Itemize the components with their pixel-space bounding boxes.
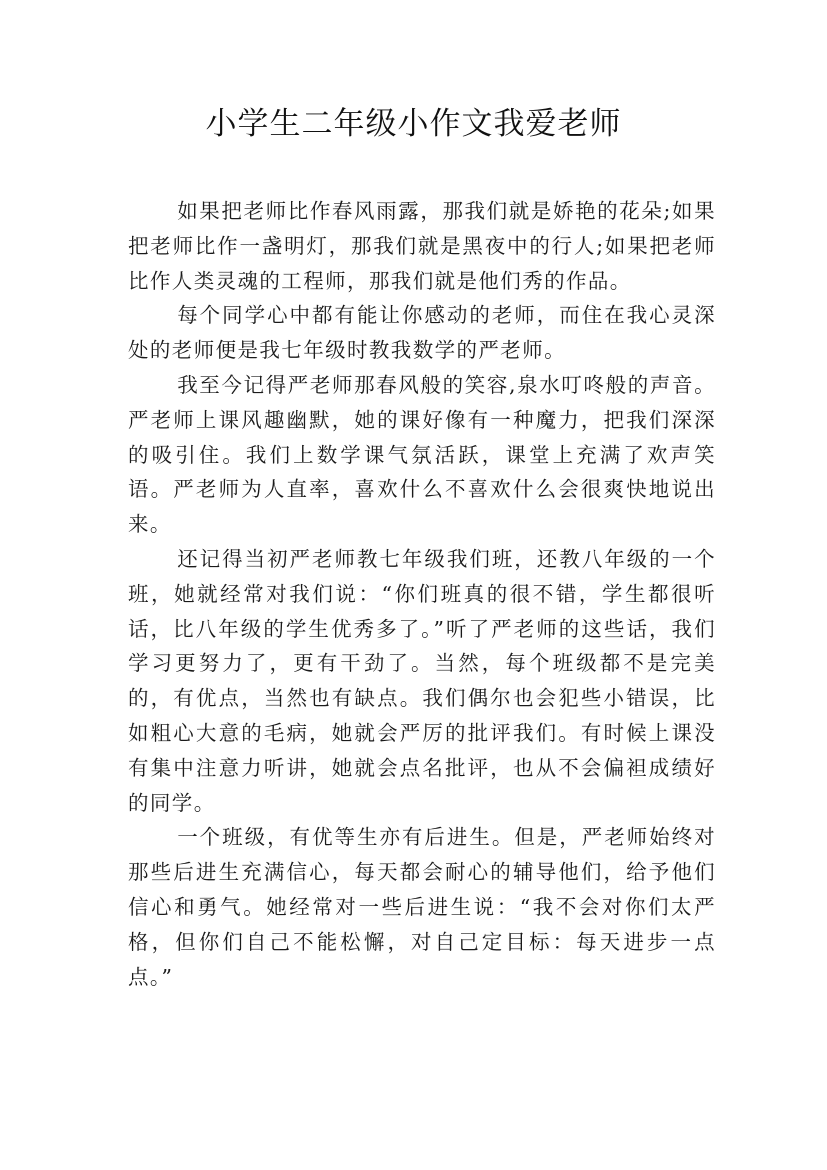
paragraph-5: 一个班级，有优等生亦有后进生。但是，严老师始终对那些后进生充满信心，每天都会耐心的辅导他们，给予他们信心和勇气。她经常对一些后进生说：“我不会对你们太严格，但你们自己不能松懈，对自己定目标：每天进步一点点。”	[128, 825, 716, 989]
paragraph-2: 每个同学心中都有能让你感动的老师，而住在我心灵深处的老师便是我七年级时教我数学的严老师。	[128, 303, 716, 363]
document-body	[128, 194, 716, 994]
paragraph-4: 还记得当初严老师教七年级我们班，还教八年级的一个班，她就经常对我们说：“你们班真的很不错，学生都很听话，比八年级的学生优秀多了。”听了严老师的这些话，我们学习更努力了，更有干劲了。当然，每个班级都不是完美的，有优点，当然也有缺点。我们偶尔也会犯些小错误，比如粗心大意的毛病，她就会严厉的批评我们。有时候上课没有集中注意力听讲，她就会点名批评，也从不会偏袒成绩好的同学。	[128, 546, 716, 815]
paragraph-3: 我至今记得严老师那春风般的笑容,泉水叮咚般的声音。严老师上课风趣幽默，她的课好像有一种魔力，把我们深深的吸引住。我们上数学课气氛活跃，课堂上充满了欢声笑语。严老师为人直率，喜欢什么不喜欢什么会很爽快地说出来。	[128, 372, 716, 537]
paragraph-1: 如果把老师比作春风雨露，那我们就是娇艳的花朵;如果把老师比作一盏明灯，那我们就是黑夜中的行人;如果把老师比作人类灵魂的工程师，那我们就是他们秀的作品。	[128, 199, 716, 293]
document-title: 小学生二年级小作文我爱老师	[205, 106, 622, 142]
